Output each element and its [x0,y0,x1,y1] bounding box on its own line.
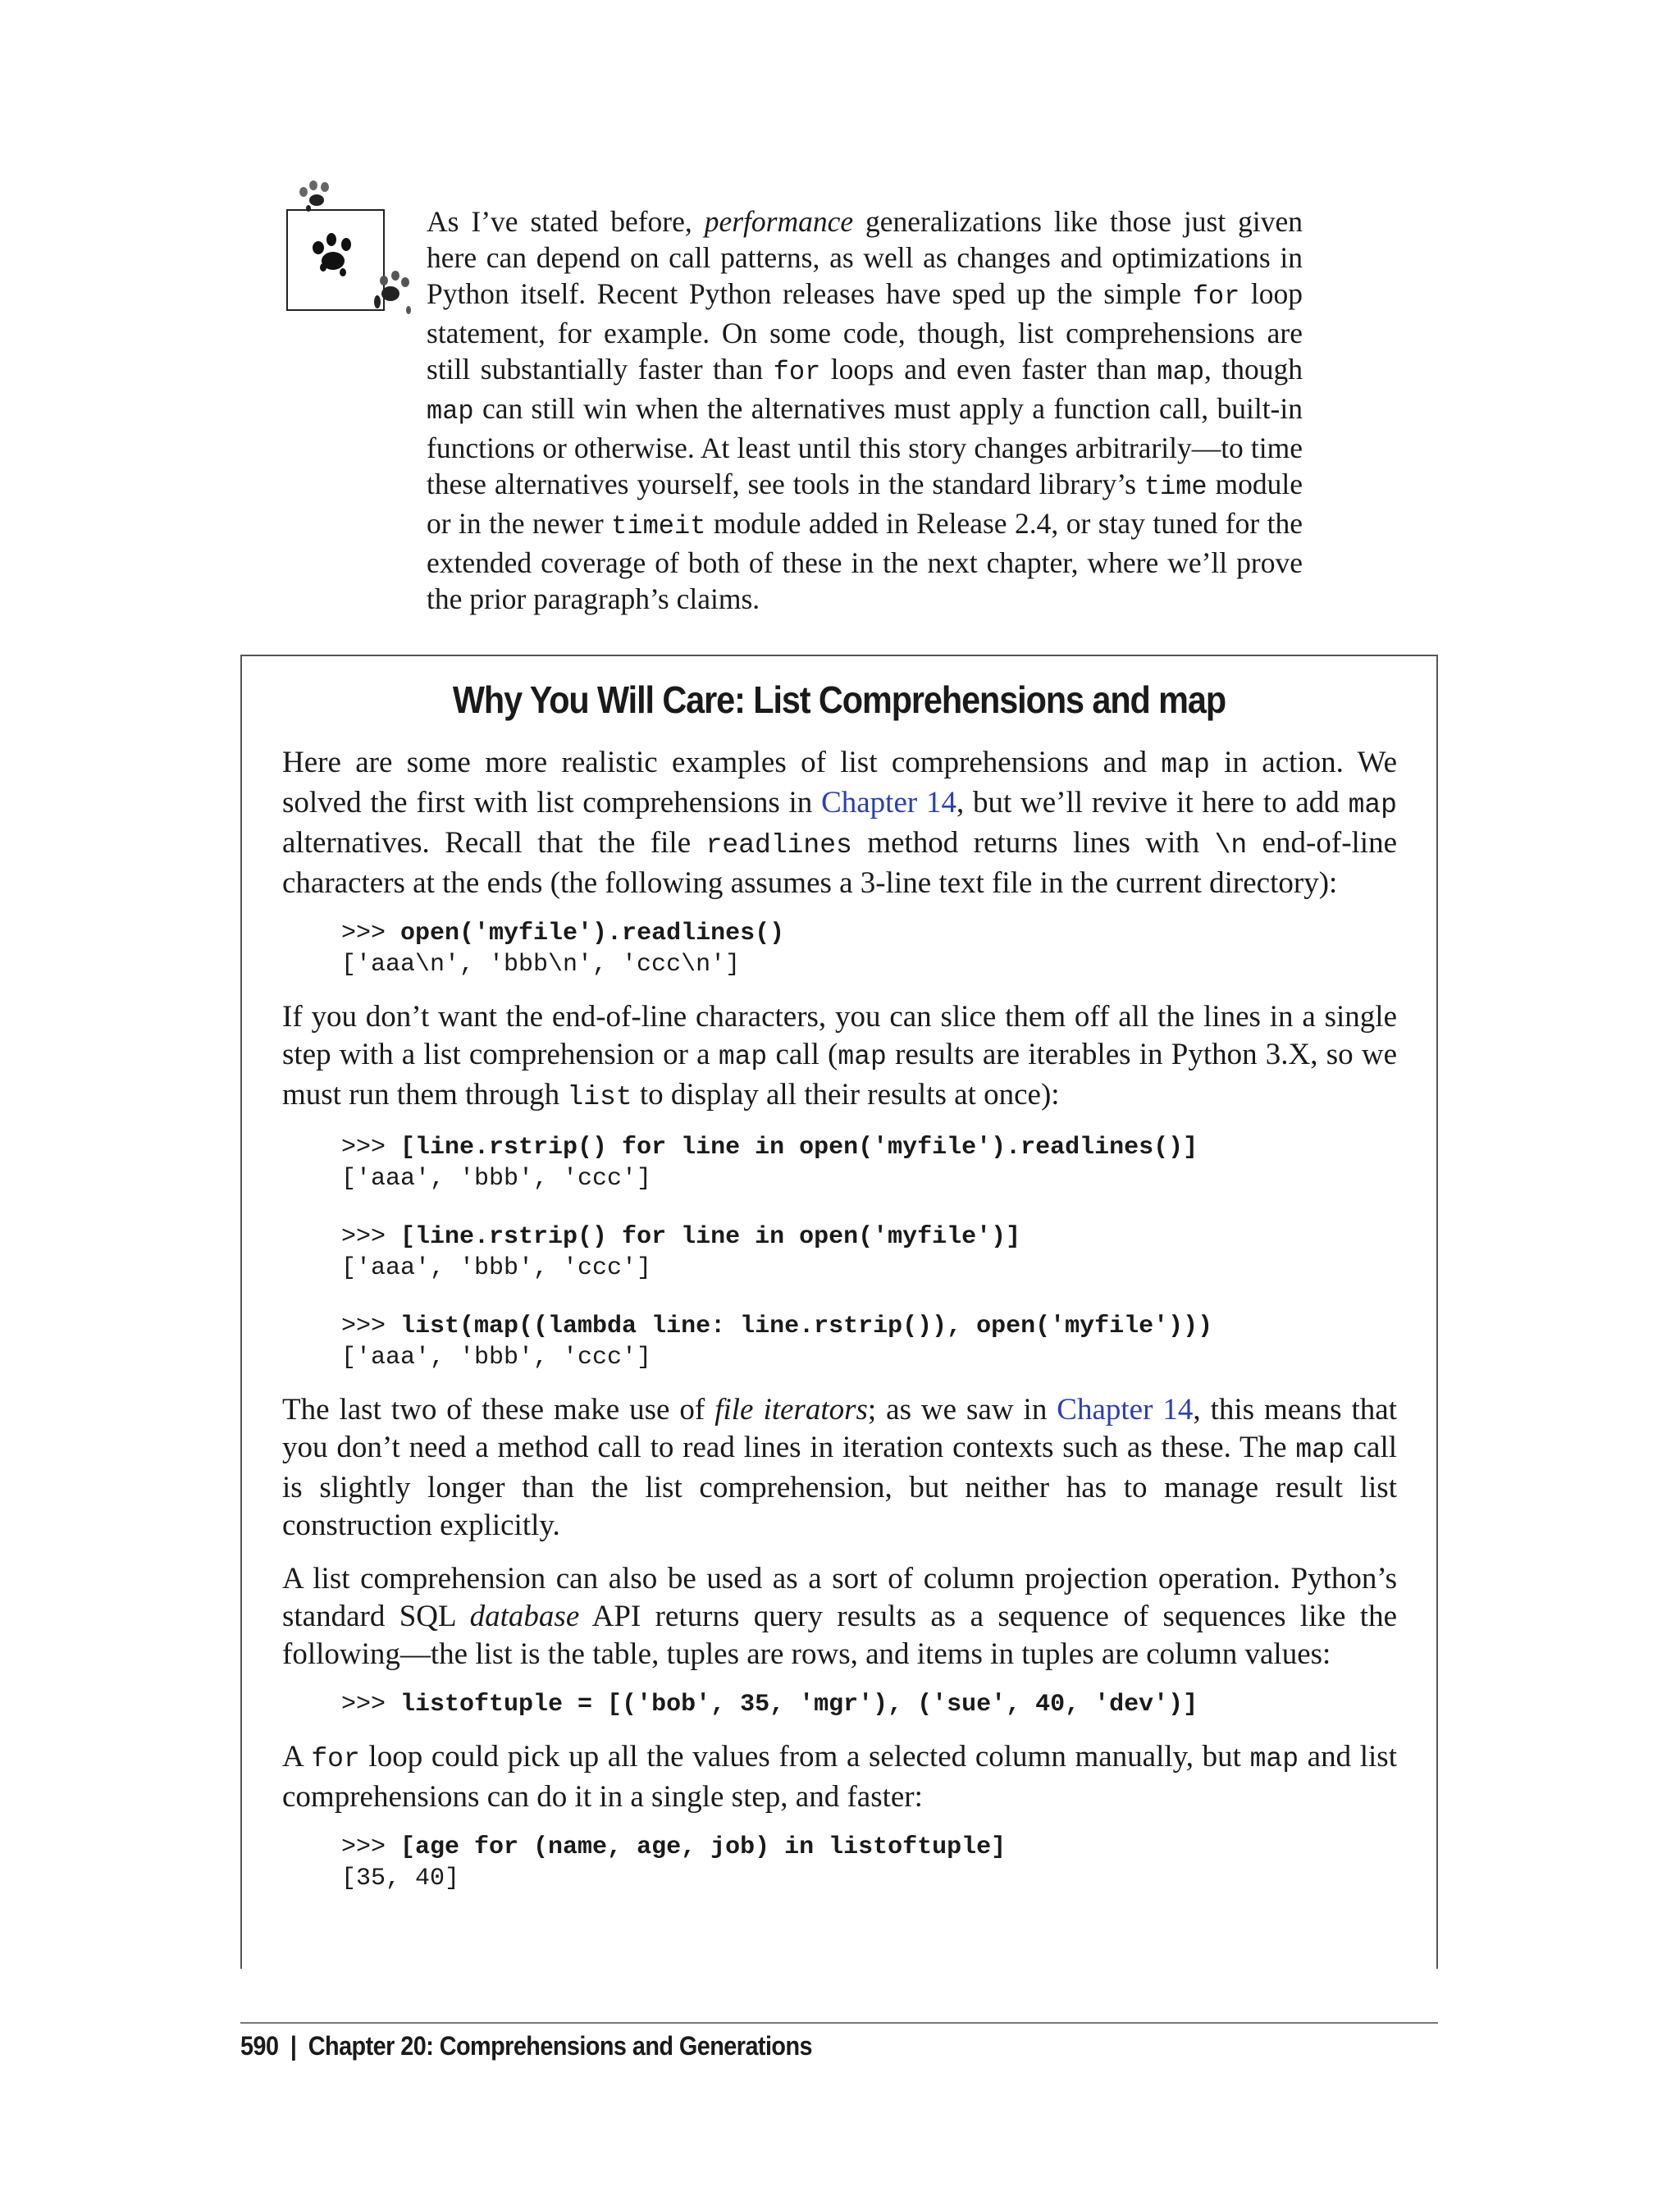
code-block-2: >>> [line.rstrip() for line in open('myfile').readlines()] ['aaa', 'bbb', 'ccc'] >>> [line.rstrip() for line in open('myfile')] ['aaa', 'bbb', 'ccc'] >>> list(map((lambda line: line.rstrip()), open('myfile'))) ['aaa', 'bbb', 'ccc'] [341,1134,1213,1372]
chapter-14-link[interactable]: Chapter 14 [821,786,956,819]
sidebar-title: Why You Will Care: List Comprehensions and map [452,678,1226,721]
code-block-1: >>> open('myfile').readlines() ['aaa\n', 'bbb\n', 'ccc\n'] [341,920,785,979]
code-block-3: >>> listoftuple = [('bob', 35, 'mgr'), ('sue', 40, 'dev')] [341,1691,1198,1719]
sidebar-paragraph-2: If you don’t want the end-of-line characters, you can slice them off all the lines in a single step with a list comprehension or a map call (map results are iterables in Python 3.X, so we must run them through list to display all their results at once): [282,1000,1397,1112]
chapter-14-link-2[interactable]: Chapter 14 [1057,1393,1194,1427]
page-number: 590 [240,2031,279,2061]
footer-separator: | [290,2031,297,2061]
sidebar-paragraph-3: The last two of these make use of file iterators; as we saw in Chapter 14, this means that you don’t need a method call to read lines in iteration contexts such as these. The map call is slightly longer than the list comprehension, but neither has to manage result list construction explicitly. [282,1393,1397,1542]
tip-paragraph: As I’ve stated before, performance generalizations like those just given here can depend on call patterns, as well as changes and optimizations in Python itself. Recent Python releases have sped up the simple for loop statement, for example. On some code, though, list comprehensions are still substantially faster than for loops and even faster than map, though map can still win when the alternatives must apply a function call, built-in functions or otherwise. At least until this story changes arbitrarily—to time these alternatives yourself, see tools in the standard library’s time module or in the newer timeit module added in Release 2.4, or stay tuned for the extended coverage of both of these in the next chapter, where we’ll prove the prior paragraph’s claims. [427,205,1303,615]
footer-chapter-title: Chapter 20: Comprehensions and Generations [308,2031,813,2061]
sidebar-paragraph-4: A list comprehension can also be used as a sort of column projection operation. Python’s standard SQL database API returns query results as a sequence of sequences like the following—the list is the table, tuples are rows, and items in tuples are column values: [282,1562,1398,1671]
raccoon-paw-tip-icon [285,179,417,326]
page-footer [240,2031,812,2061]
sidebar-paragraph-5: A for loop could pick up all the values from a selected column manually, but map and list comprehensions can do it in a single step, and faster: [282,1740,1397,1814]
sidebar-box [240,655,1438,1969]
code-block-4: >>> [age for (name, age, job) in listoftuple] [35, 40] [341,1833,1007,1892]
sidebar-paragraph-1: Here are some more realistic examples of list comprehensions and map in action. We solved the first with list comprehensions in Chapter 14, but we’ll revive it here to add map alternatives. Recall that the file readlines method returns lines with \n end-of-line characters at the ends (the following assumes a 3-line text file in the current directory): [282,746,1398,900]
sidebar-content [282,744,1397,1912]
footer-rule [240,2022,1438,2024]
